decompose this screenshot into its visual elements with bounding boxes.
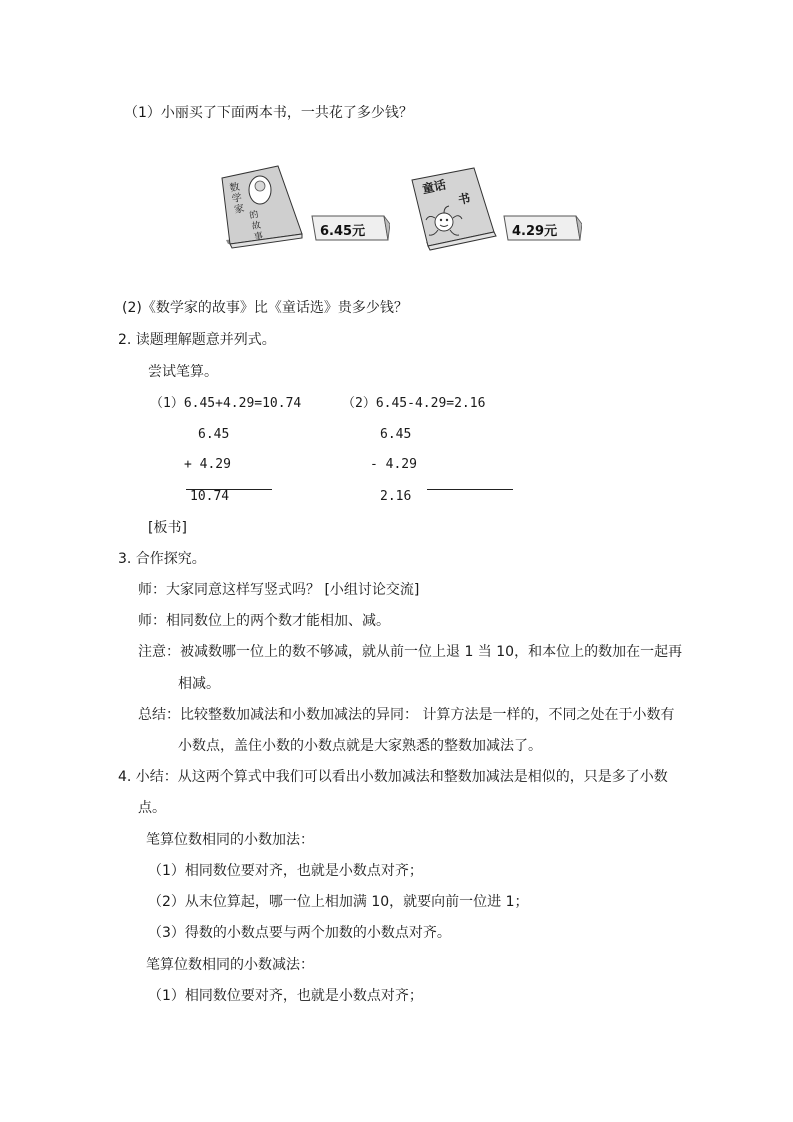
book1-title-line1: 数学家 bbox=[228, 181, 246, 217]
book-math-illustration bbox=[218, 162, 310, 252]
teacher-line-2: 师：相同数位上的两个数才能相加、减。 bbox=[138, 613, 390, 629]
equation-2: （2）6.45-4.29=2.16 bbox=[342, 396, 486, 411]
addition-bottom: + 4.29 bbox=[184, 457, 231, 472]
subtraction-rules-title: 笔算位数相同的小数减法： bbox=[146, 957, 314, 973]
addition-rule-3: （3）得数的小数点要与两个加数的小数点对齐。 bbox=[148, 925, 451, 941]
section-3-heading: 3. 合作探究。 bbox=[118, 551, 206, 567]
book-fairy-icon bbox=[408, 166, 500, 252]
subtraction-rule-1: （1）相同数位要对齐，也就是小数点对齐； bbox=[148, 988, 423, 1004]
note-line-1: 注意：被减数哪一位上的数不够减，就从前一位上退 1 当 10，和本位上的数加在一起再 bbox=[138, 644, 683, 660]
addition-top: 6.45 bbox=[198, 427, 230, 442]
section-4-line-2: 点。 bbox=[138, 800, 166, 816]
price-tag-2-text: 4.29元 bbox=[512, 224, 558, 239]
book2-title-line2: 书 bbox=[456, 190, 472, 208]
note-line-2: 相减。 bbox=[178, 676, 220, 692]
teacher-line-1: 师：大家同意这样写竖式吗？ [小组讨论交流] bbox=[138, 582, 420, 598]
price-tag-1-text: 6.45元 bbox=[320, 224, 366, 239]
summary-line-1: 总结：比较整数加减法和小数加减法的异同： 计算方法是一样的，不同之处在于小数有 bbox=[138, 707, 675, 723]
book-fairy-illustration bbox=[408, 166, 500, 252]
equation-1: （1）6.45+4.29=10.74 bbox=[150, 396, 302, 411]
section-2-heading: 2. 读题理解题意并列式。 bbox=[118, 332, 276, 348]
subtraction-result: 2.16 bbox=[380, 489, 412, 504]
subtraction-line bbox=[427, 489, 513, 490]
addition-rules-title: 笔算位数相同的小数加法： bbox=[146, 832, 314, 848]
subtraction-bottom: - 4.29 bbox=[370, 457, 417, 472]
book2-title-line1: 童话 bbox=[420, 177, 448, 197]
price-tag-2 bbox=[502, 214, 582, 244]
addition-rule-1: （1）相同数位要对齐，也就是小数点对齐； bbox=[148, 863, 423, 879]
addition-result: 10.74 bbox=[190, 489, 230, 504]
board-label: [板书] bbox=[148, 520, 187, 536]
subtraction-top: 6.45 bbox=[380, 427, 412, 442]
section-2-sub: 尝试笔算。 bbox=[148, 364, 218, 380]
price-tag-1 bbox=[310, 214, 390, 244]
book1-title-line2: 的故事 bbox=[248, 209, 265, 244]
addition-rule-2: （2）从末位算起，哪一位上相加满 10，就要向前一位进 1； bbox=[148, 894, 529, 910]
question-2: (2)《数学家的故事》比《童话选》贵多少钱？ bbox=[122, 300, 408, 316]
section-4-line-1: 4. 小结：从这两个算式中我们可以看出小数加减法和整数加减法是相似的，只是多了小数 bbox=[118, 769, 668, 785]
question-1: （1）小丽买了下面两本书，一共花了多少钱？ bbox=[124, 105, 413, 121]
summary-line-2: 小数点，盖住小数的小数点就是大家熟悉的整数加减法了。 bbox=[178, 738, 542, 754]
